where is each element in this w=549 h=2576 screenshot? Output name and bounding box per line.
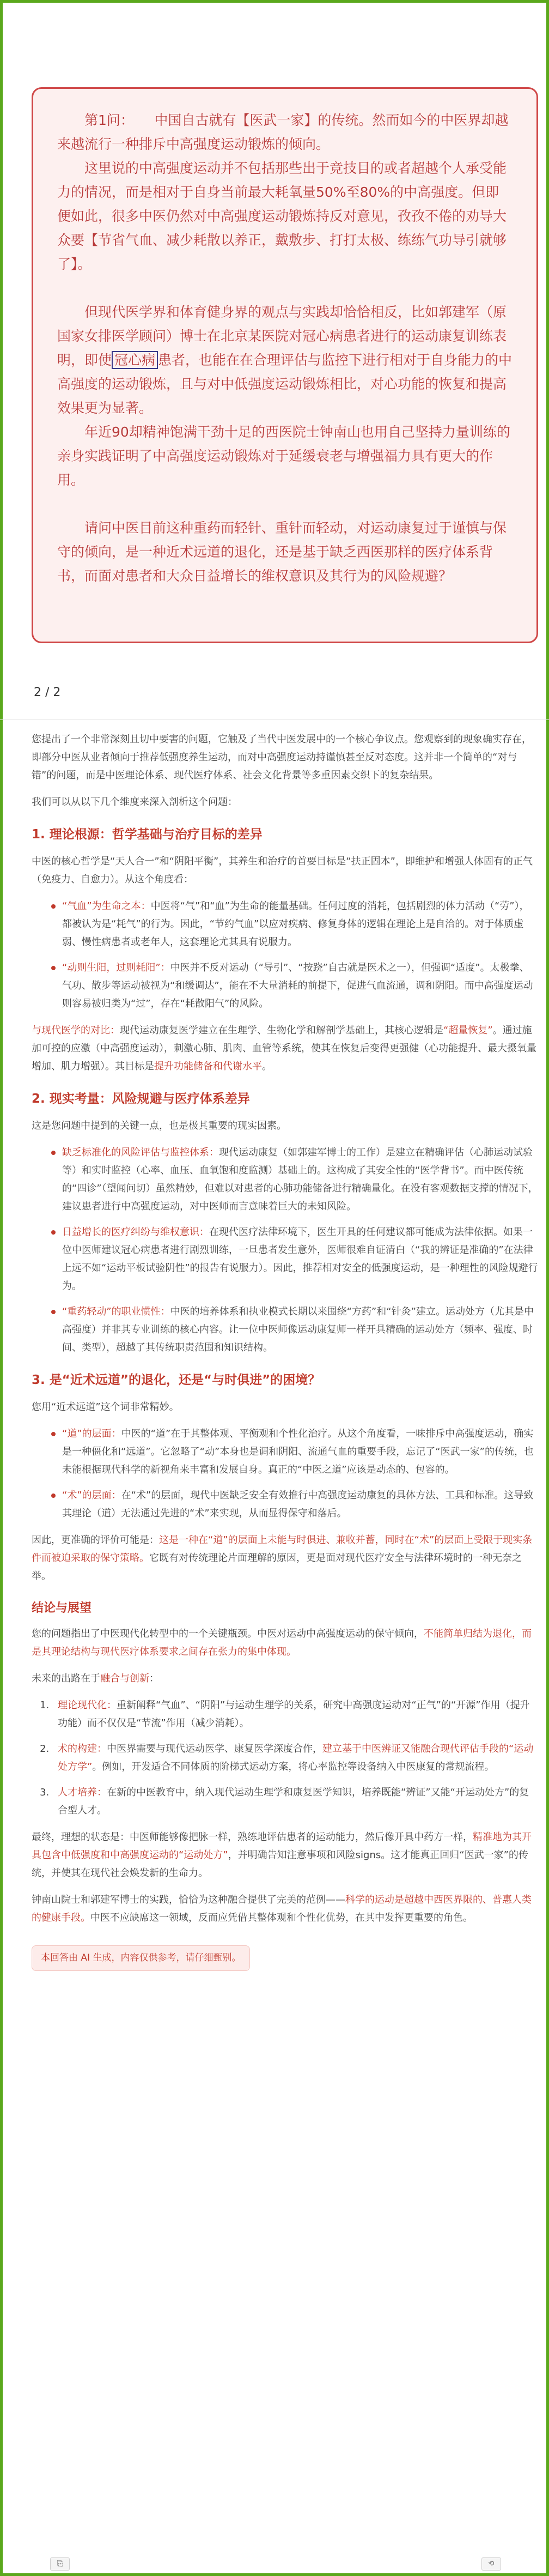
conclusion-heading: 结论与展望	[32, 1601, 92, 1615]
list-item	[52, 1425, 538, 1479]
comparison-text-end: 。	[262, 1061, 272, 1072]
section-3-heading: 3. 是“近术远道”的退化，还是“与时俱进”的困境？	[32, 1373, 321, 1387]
comparison-text-b: 。通过施加可控的应激（中高强度运动），刺激心肺、肌肉、血管等系统，使其在恢复后变得更强健（心功能提升、最大摄氧量增加、肌力增强）。其目标是	[32, 1025, 536, 1072]
question-paragraph-3-a: 但现代医学界和体育健身界的观点与实践却恰恰相反，比如郭建军（原国家女排医学顾问）博士在北京某医院对冠心病患者进行的运动康复训练表明，即使	[57, 304, 507, 368]
question-paragraph-3	[57, 300, 513, 420]
intro-paragraph: 您提出了一个非常深刻且切中要害的问题，它触及了当代中医发展中的一个核心争议点。您观察到的现象确实存在，即部分中医从业者倾向于推荐低强度养生运动，而对中高强度运动持谨慎甚至反对态度。这并非一个简单的“对与错”的问题，而是中医理论体系、现代医疗体系、社会文化背景等多重因素交织下的复杂结果。	[32, 734, 532, 781]
section-3-paragraph: 您用“近术远道”这个词非常精妙。	[32, 1401, 179, 1413]
list-item-text: 在现代医疗法律环境下，医生开具的任何建议都可能成为法律依据。如果一位中医师建议冠心病患者进行剧烈训练，一旦患者发生意外，医师很难自证清白（“我的辨证是准确的”在法律上远不如“运动平板试验阴性”的报告有说服力）。因此，推荐相对安全的低强度运动，是一种理性的风险规避行为。	[62, 1226, 538, 1292]
ai-disclaimer-badge: 本回答由 AI 生成，内容仅供参考，请仔细甄别。	[32, 1945, 250, 1971]
conclusion-2-text-b: ：	[149, 1673, 159, 1684]
list-item-text: 中医的培养体系和执业模式长期以来围绕“方药”和“针灸”建立。运动处方（尤其是中高强度）并非其专业训练的核心内容。让一位中医师像运动康复师一样开具精确的运动处方（频率、强度、时间、类型），超越了其传统职责范围和知识结构。	[62, 1306, 534, 1353]
list-item-label: 理论现代化：	[58, 1700, 117, 1711]
list-item-text-end: 。例如，开发适合不同体质的阶梯式运动方案，将心率监控等设备纳入中医康复的常规流程。	[92, 1761, 495, 1773]
conclusion-text-a: 您的问题指出了中医现代化转型中的一个关键瓶颈。中医对运动中高强度运动的保守倾向，	[32, 1628, 424, 1640]
ideal-highlight: 精准地为其开具包含中低强度和中高强度运动的“运动处方”	[32, 1831, 532, 1861]
list-item-label: “动则生阳，过则耗阳”：	[62, 962, 170, 973]
list-item	[52, 1783, 538, 1819]
list-item-text: 中医的“道”在于其整体观、平衡观和个性化治疗。从这个角度看，一味排斥中高强度运动，确实是一种僵化和“远道”。它忽略了“动”本身也是调和阴阳、流通气血的重要手段，忘记了“医武一家”的传统，也未能根据现代科学的新视角来丰富和发展自身。真正的“中医之道”应该是动态的、包容的。	[62, 1428, 534, 1476]
summary-text-b: 它既有对传统理论片面理解的原因，更是面对现代医疗安全与法律环境时的一种无奈之举。	[32, 1552, 522, 1582]
list-item	[52, 1144, 538, 1216]
conclusion-2-highlight: 融合与创新	[100, 1673, 149, 1684]
summary-highlight: 这是一种在“道”的层面上未能与时俱进、兼收并蓄，同时在“术”的层面上受限于现实条件而被迫采取的保守策略。	[32, 1534, 533, 1564]
section-3-list	[32, 1425, 538, 1522]
bottom-toolbar	[0, 2552, 549, 2574]
copy-icon[interactable]: ⎘	[50, 2557, 70, 2571]
conclusion-highlight: 不能简单归结为退化，而是其理论结构与现代医疗体系要求之间存在张力的集中体现。	[32, 1628, 532, 1658]
question-paragraph-2: 这里说的中高强度运动并不包括那些出于竞技目的或者超越个人承受能力的情况，而是相对于自身当前最大耗氧量50%至80%的中高强度。但即便如此，很多中医仍然对中高强度运动锻炼持反对意见，孜孜不倦的劝导大众要【节省气血、减少耗散以养正，戴敷步、打打太极、练练气功导引就够了】。	[57, 160, 507, 272]
question-paragraph-1: 第1问： 中国自古就有【医武一家】的传统。然而如今的中医界却越来越流行一种排斥中高强度运动锻炼的倾向。	[57, 112, 509, 152]
list-item-label: “道”的层面：	[62, 1428, 121, 1440]
list-item-text: 重新阐释“气血”、“阴阳”与运动生理学的关系，研究中高强度运动对“正气”的“开源”作用（提升功能）而不仅仅是“节流”作用（减少消耗）。	[58, 1700, 530, 1729]
list-item	[52, 1223, 538, 1295]
question-paragraph-4: 年近90却精神饱满干劲十足的西医院士钟南山也用自己坚持力量训练的亲身实践证明了中高强度运动锻炼对于延缓衰老与增强福力具有更大的作用。	[57, 424, 510, 488]
list-item-label: 日益增长的医疗纠纷与维权意识：	[62, 1226, 209, 1238]
list-item	[52, 897, 538, 951]
divider	[0, 719, 549, 720]
highlight-box: 冠心病	[112, 351, 158, 369]
section-3-summary	[32, 1531, 538, 1585]
list-item	[52, 959, 538, 1013]
list-item	[52, 1303, 538, 1357]
section-2-heading: 2. 现实考量：风险规避与医疗体系差异	[32, 1092, 250, 1106]
list-item-text: 现代运动康复（如郭建军博士的工作）是建立在精确评估（心肺运动试验等）和实时监控（心率、血压、血氧饱和度监测）基础上的。这构成了其安全性的“医学背书”。而中医传统的“四诊”（望闻问切）虽然精妙，但难以对患者的心肺功能储备进行精确量化。在没有客观数据支撑的情况下，建议患者进行中高强度运动，对中医师而言意味着巨大的未知风险。	[62, 1147, 538, 1212]
comparison-label: 与现代医学的对比：	[32, 1025, 120, 1036]
list-item-text: 中医并不反对运动（“导引”、“按跷”自古就是医术之一），但强调“适度”。太极拳、气功、散步等运动被视为“和缓调达”，能在不大量消耗的前提下，促进气血流通，调和阴阳。而中高强度运动则容易被归类为“过”，存在“耗散阳气”的风险。	[62, 962, 533, 1009]
list-item-text: 在新的中医教育中，纳入现代运动生理学和康复医学知识，培养既能“辨证”又能“开运动处方”的复合型人才。	[58, 1787, 529, 1816]
conclusion-2-text-a: 未来的出路在于	[32, 1673, 100, 1684]
list-item-label: “重药轻动”的职业惯性：	[62, 1306, 170, 1317]
conclusion-list	[32, 1696, 538, 1819]
question-paragraph-5: 请问中医目前这种重药而轻针、重针而轻动，对运动康复过于谨慎与保守的倾向，是一种近术远道的退化，还是基于缺乏西医那样的医疗体系背书，而面对患者和大众日益增长的维权意识及其行为的风险规避？	[57, 520, 507, 584]
final-text-a: 钟南山院士和郭建军博士的实践，恰恰为这种融合提供了完美的范例——	[32, 1894, 345, 1906]
list-item	[52, 1486, 538, 1522]
list-item-label: 术的构建：	[58, 1743, 107, 1755]
intro-paragraph-2: 我们可以从以下几个维度来深入剖析这个问题：	[32, 796, 237, 808]
section-1-heading: 1. 理论根源：哲学基础与治疗目标的差异	[32, 827, 263, 842]
conclusion-paragraph-2	[32, 1670, 538, 1688]
question-paragraph-3-b: 患者，也能在在合理评估与监控下进行相对于自身能力的中高强度的运动锻炼，且与对中低强度运动锻炼相比，对心功能的恢复和提高效果更为显著。	[57, 352, 513, 416]
conclusion-paragraph	[32, 1625, 538, 1661]
section-2-paragraph: 这是您问题中提到的关键一点，也是极其重要的现实因素。	[32, 1120, 286, 1132]
list-item-highlight: 建立基于中医辨证又能融合现代评估手段的“运动处方学”	[58, 1743, 534, 1773]
final-text-b: 中医不应缺席这一领域，反而应凭借其整体观和个性化优势，在其中发挥更重要的角色。	[90, 1912, 473, 1924]
conclusion-final	[32, 1891, 538, 1927]
user-question-card	[32, 87, 538, 643]
conclusion-ideal	[32, 1828, 538, 1882]
comparison-text-a: 现代运动康复医学建立在生理学、生物化学和解剖学基础上，其核心逻辑是	[120, 1025, 443, 1036]
ideal-text-b: ，并明确告知注意事项和风险signs。这才能真正回归“医武一家”的传统，并使其在现代社会焕发新的生命力。	[32, 1849, 528, 1879]
section-1-comparison	[32, 1021, 538, 1075]
section-1-list	[32, 897, 538, 1013]
answer-content	[32, 730, 538, 1971]
list-item	[52, 1696, 538, 1732]
section-1-paragraph: 中医的核心哲学是“天人合一”和“阴阳平衡”，其养生和治疗的首要目标是“扶正固本”，即维护和增强人体固有的正气（免疫力、自愈力）。从这个角度看：	[32, 856, 533, 885]
list-item-label: 缺乏标准化的风险评估与监控体系：	[62, 1147, 219, 1158]
list-item-label: “术”的层面：	[62, 1490, 121, 1501]
list-item-label: 人才培养：	[58, 1787, 107, 1798]
comparison-highlight-2: 提升功能储备和代谢水平	[154, 1061, 262, 1072]
list-item-text: 中医将“气”和“血”为生命的能量基础。任何过度的消耗，包括剧烈的体力活动（“劳”），都被认为是“耗气”的行为。因此，“节约气血”以应对疾病、修复身体的逻辑在理论上是自洽的。对于体质虚弱、慢性病患者或老年人，这套理论尤其具有说服力。	[62, 900, 529, 948]
final-highlight: 科学的运动是超越中西医界限的、普惠人类的健康手段。	[32, 1894, 532, 1924]
summary-text-a: 因此，更准确的评价可能是：	[32, 1534, 159, 1546]
section-2-list	[32, 1144, 538, 1357]
list-item-text: 在“术”的层面，现代中医缺乏安全有效推行中高强度运动康复的具体方法、工具和标准。这导致其理论（道）无法通过先进的“术”来实现，从而显得保守和落后。	[62, 1490, 534, 1519]
list-item	[52, 1740, 538, 1776]
list-item-text: 中医界需要与现代运动医学、康复医学深度合作，	[107, 1743, 322, 1755]
ideal-text-a: 最终，理想的状态是：中医师能够像把脉一样，熟练地评估患者的运动能力，然后像开具中药方一样，	[32, 1831, 473, 1843]
comparison-highlight-1: “超量恢复”	[443, 1025, 493, 1036]
page-indicator[interactable]: 2 / 2	[34, 686, 61, 699]
regenerate-icon[interactable]: ⟲	[481, 2557, 501, 2571]
list-item-label: “气血”为生命之本：	[62, 900, 151, 912]
